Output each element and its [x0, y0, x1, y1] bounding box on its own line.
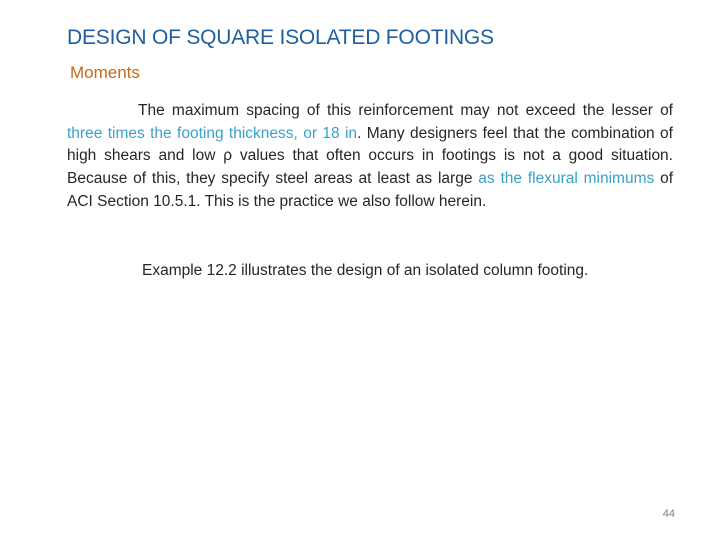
example-text: Example 12.2 illustrates the design of an isolated column footing. — [142, 262, 589, 279]
body-paragraph — [67, 100, 673, 214]
paragraph-text-1: The maximum spacing of this reinforcement may not exceed the lesser of — [138, 102, 673, 119]
slide-subtitle: Moments — [70, 63, 140, 82]
slide-title: DESIGN OF SQUARE ISOLATED FOOTINGS — [67, 26, 494, 49]
paragraph-text-3: of ACI Section 10.5.1. This is the practice we also follow herein. — [67, 170, 673, 210]
paragraph-text-2: . Many designers feel that the combination of high shears and low ρ values that often occurs in footings is not a good situation. Because of this, they specify steel areas at least as large — [67, 124, 673, 188]
page-number: 44 — [662, 508, 675, 520]
paragraph-highlight-minimums: as the flexural minimums — [478, 170, 655, 188]
paragraph-highlight-spacing: three times the footing thickness, or 18 in — [67, 124, 358, 142]
